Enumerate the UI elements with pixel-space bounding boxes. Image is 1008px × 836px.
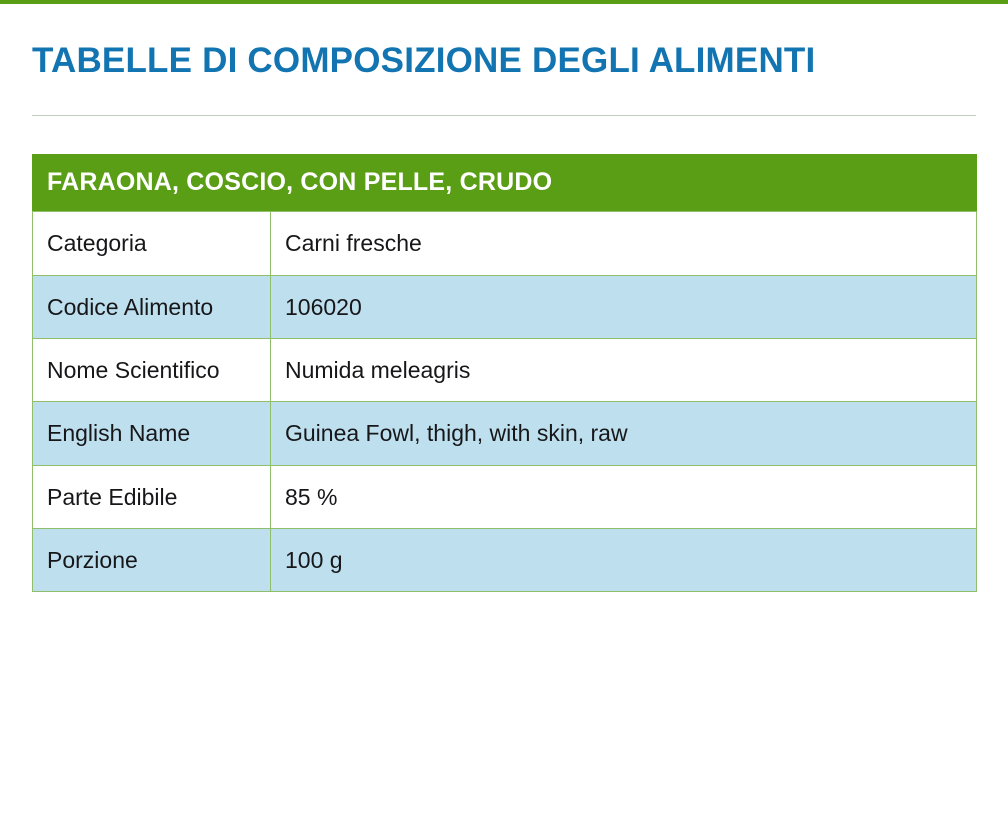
page-content [0,4,1008,592]
row-label: Nome Scientifico [33,339,271,402]
row-value: 100 g [271,529,977,592]
row-value: 106020 [271,275,977,338]
table-row [33,275,977,338]
food-table-header: FARAONA, COSCIO, CON PELLE, CRUDO [32,154,977,211]
row-value: Numida meleagris [271,339,977,402]
table-row [33,529,977,592]
page-title: TABELLE DI COMPOSIZIONE DEGLI ALIMENTI [32,41,816,80]
row-value: Carni fresche [271,212,977,275]
row-label: English Name [33,402,271,465]
food-composition-table [32,154,977,592]
row-label: Porzione [33,529,271,592]
row-label: Parte Edibile [33,465,271,528]
table-row [33,465,977,528]
table-row [33,212,977,275]
title-divider [32,115,976,116]
row-value: 85 % [271,465,977,528]
row-value: Guinea Fowl, thigh, with skin, raw [271,402,977,465]
table-row [33,402,977,465]
table-row [33,339,977,402]
row-label: Codice Alimento [33,275,271,338]
food-table-body [33,212,977,592]
row-label: Categoria [33,212,271,275]
